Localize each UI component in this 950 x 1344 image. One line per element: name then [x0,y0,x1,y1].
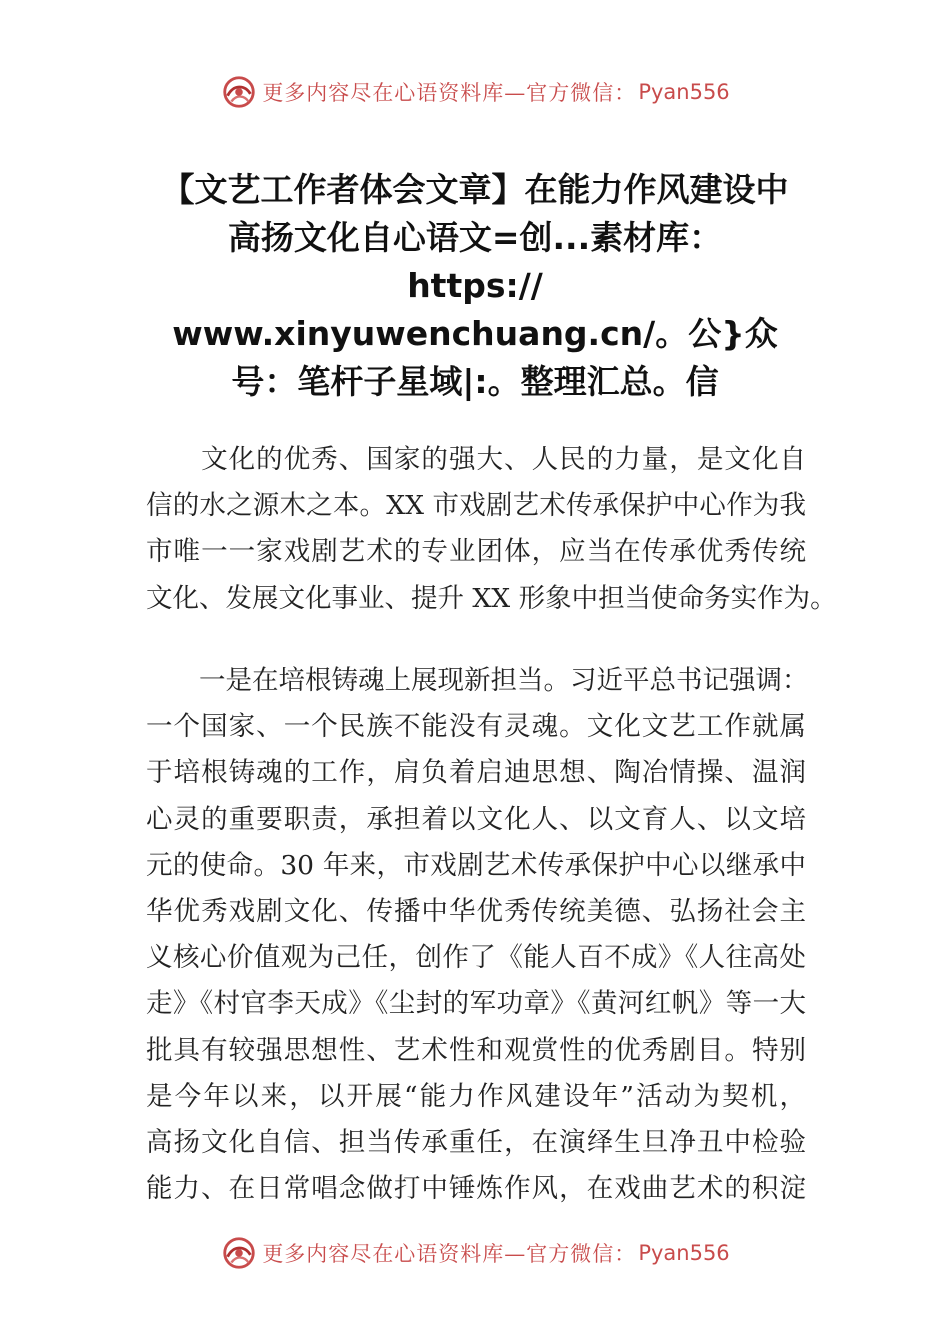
header-banner-account: Pyan556 [638,80,730,104]
text-line: 一是在培根铸魂上展现新担当。习近平总书记强调： [146,665,809,696]
title-line: www.xinyuwenchuang.cn/。公}众 [172,314,778,353]
document-title [140,166,810,406]
paragraph-1 [146,437,837,622]
text-line: 市唯一一家戏剧艺术的专业团体，应当在传承优秀传统 [146,536,806,568]
text-line: 华优秀戏剧文化、传播中华优秀传统美德、弘扬社会主 [146,896,806,928]
text-line: 走》《村官李天成》《尘封的军功章》《黄河红帆》等一大 [146,988,806,1020]
title-line: 【文艺工作者体会文章】在能力作风建设中 [161,170,789,209]
header-banner-text: 更多内容尽在心语资料库—官方微信： [262,81,637,105]
text-line: 文化、发展文化事业、提升 XX 形象中担当使命务实作为。 [146,582,837,614]
swirl-logo-icon [220,73,258,111]
title-line: 高扬文化自心语文=创...素材库： [227,218,723,257]
footer-banner [0,1233,950,1273]
footer-banner-text: 更多内容尽在心语资料库—官方微信： [262,1242,637,1266]
text-line: 信的水之源木之本。XX 市戏剧艺术传承保护中心作为我 [146,490,806,522]
footer-banner-account: Pyan556 [638,1241,730,1265]
text-line: 一个国家、一个民族不能没有灵魂。文化文艺工作就属 [146,711,806,743]
text-line: 元的使命。30 年来，市戏剧艺术传承保护中心以继承中 [146,849,806,881]
text-line: 是今年以来，以开展“能力作风建设年”活动为契机， [146,1080,806,1112]
text-line: 心灵的重要职责，承担着以文化人、以文育人、以文培 [146,803,806,835]
paragraph-2 [146,658,809,1212]
text-line: 于培根铸魂的工作，肩负着启迪思想、陶冶情操、温润 [146,757,806,789]
text-line: 义核心价值观为己任，创作了《能人百不成》《人往高处 [146,942,806,974]
text-line: 批具有较强思想性、艺术性和观赏性的优秀剧目。特别 [146,1034,806,1066]
text-line: 文化的优秀、国家的强大、人民的力量，是文化自 [146,444,806,475]
title-line: https:// [407,266,543,305]
swirl-logo-icon [220,1234,258,1272]
text-line: 高扬文化自信、担当传承重任，在演绎生旦净丑中检验 [146,1127,806,1159]
header-banner [0,72,950,112]
text-line: 能力、在日常唱念做打中锤炼作风，在戏曲艺术的积淀 [146,1173,806,1205]
title-line: 号：笔杆子星域|:。整理汇总。信 [231,362,719,401]
